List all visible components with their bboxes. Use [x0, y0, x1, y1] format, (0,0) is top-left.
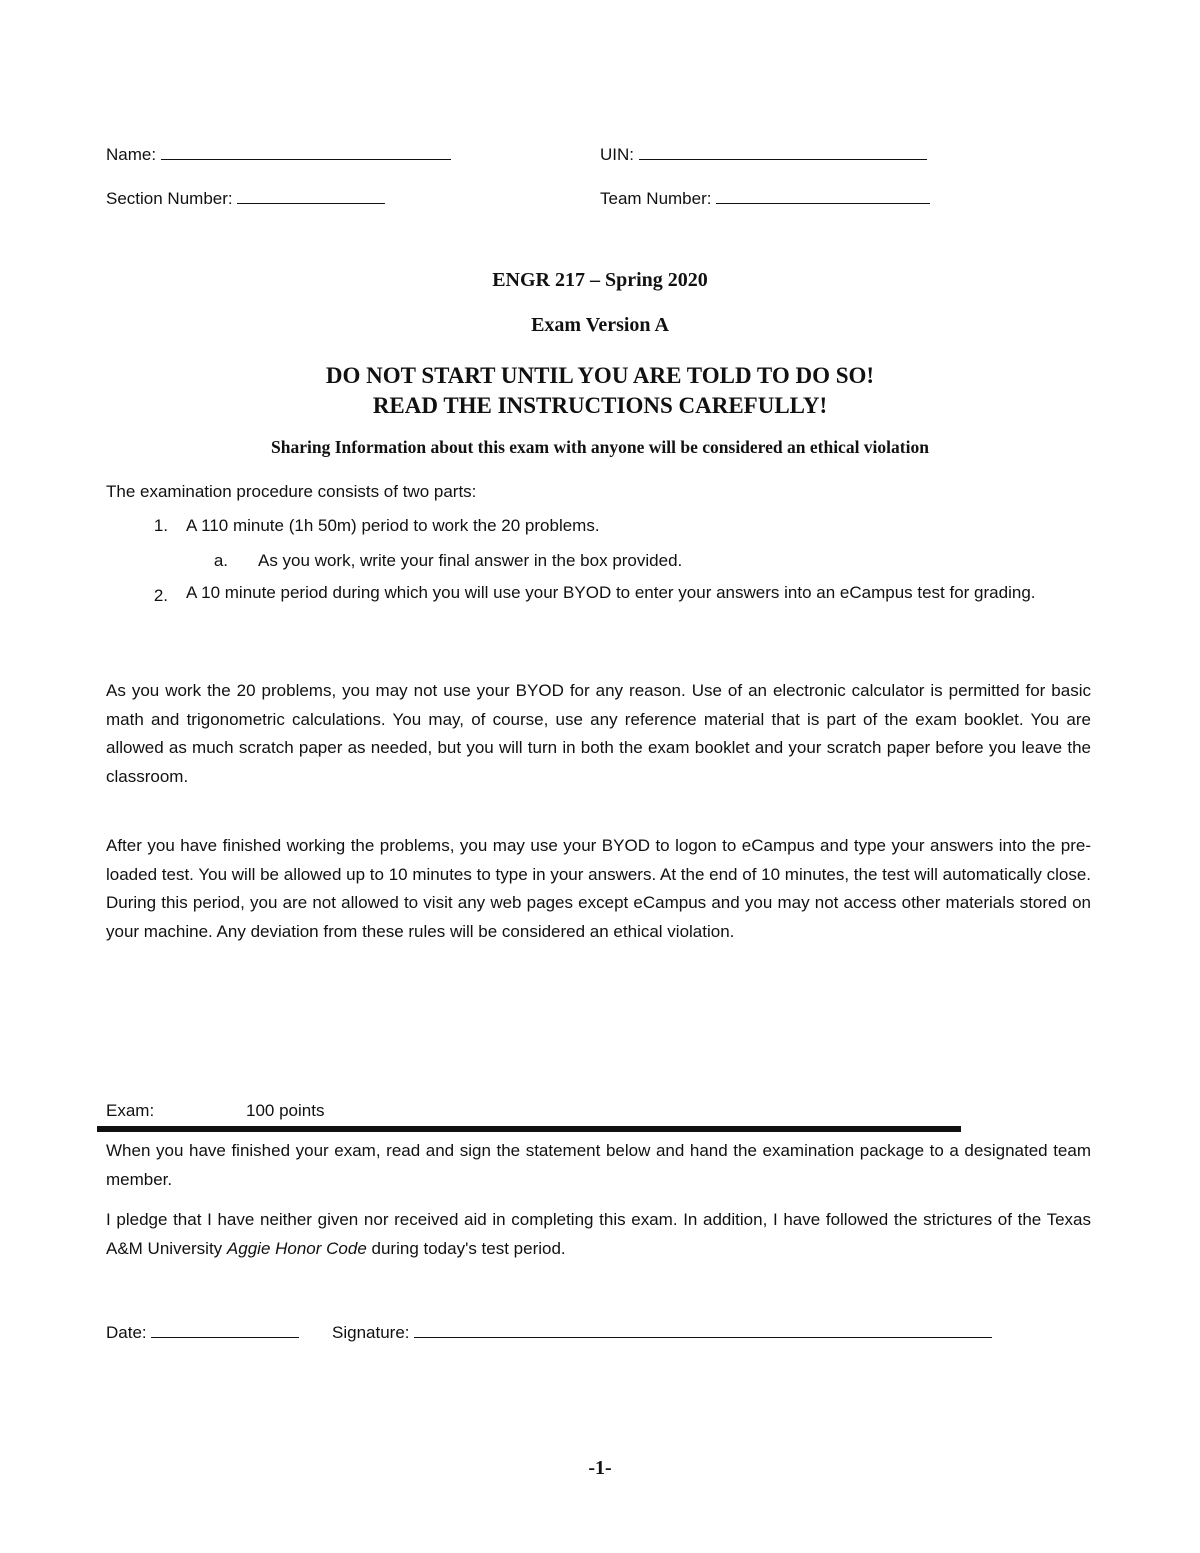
list-marker: 2.: [153, 586, 168, 605]
exam-score-label: Exam:: [106, 1101, 155, 1120]
signature-blank[interactable]: [414, 1322, 992, 1338]
list-item-text: A 10 minute period during which you will use your BYOD to enter your answers into an eCampus test for grading.: [186, 583, 1036, 602]
exam-version: Exam Version A: [531, 314, 669, 336]
aggie-honor-code: Aggie Honor Code: [226, 1238, 367, 1258]
date-label: Date:: [106, 1323, 147, 1342]
procedure-item-2: [0, 579, 1200, 639]
team-number-label: Team Number:: [600, 189, 712, 208]
closing-instruction: When you have finished your exam, read and sign the statement below and hand the examination package to a designated team member.: [106, 1141, 1091, 1189]
name-field: [106, 144, 451, 166]
date-field: [106, 1322, 299, 1344]
uin-label: UIN:: [600, 145, 634, 164]
course-title: ENGR 217 – Spring 2020: [492, 269, 708, 291]
section-number-label: Section Number:: [106, 189, 233, 208]
list-item-text: As you work, write your final answer in the box provided.: [258, 551, 683, 570]
team-number-blank[interactable]: [716, 188, 930, 204]
procedure-item-1: [0, 515, 1200, 539]
procedure-intro: The examination procedure consists of two parts:: [106, 482, 477, 501]
ecampus-rules-paragraph: After you have finished working the problems, you may use your BYOD to logon to eCampus and type your answers into the pre-loaded test. You will be allowed up to 10 minutes to type in your answers. At the end of 10 minutes, the test will automatically close. During this period, you are not allowed to visit any web pages except eCampus and you may not access other materials stored on your machine. Any deviation from these rules will be considered an ethical violation.: [106, 836, 1091, 941]
name-blank[interactable]: [161, 144, 451, 160]
list-marker: 1.: [153, 516, 168, 535]
pledge-text-end: during today's test period.: [366, 1238, 566, 1258]
exam-score-points: 100 points: [246, 1101, 325, 1120]
honor-pledge: [106, 1206, 1091, 1263]
section-number-field: [106, 188, 385, 210]
uin-blank[interactable]: [639, 144, 927, 160]
section-number-blank[interactable]: [237, 188, 385, 204]
date-blank[interactable]: [151, 1322, 299, 1338]
sharing-warning: Sharing Information about this exam with anyone will be considered an ethical violation: [271, 437, 929, 457]
procedure-item-1a: [0, 550, 1200, 574]
page-number: -1-: [588, 1457, 612, 1479]
uin-field: [600, 144, 927, 166]
list-marker: a.: [213, 551, 228, 570]
team-number-field: [600, 188, 930, 210]
list-item-text: A 110 minute (1h 50m) period to work the 20 problems.: [186, 516, 600, 535]
signature-label: Signature:: [332, 1323, 410, 1342]
pledge-text-start: I pledge that I have neither given nor received aid in completing this exam. In addition, I have followed the strictures of the Texas A&M University: [106, 1210, 1091, 1258]
divider-rule: [97, 1126, 961, 1132]
name-label: Name:: [106, 145, 157, 164]
do-not-start-warning: DO NOT START UNTIL YOU ARE TOLD TO DO SO!: [325, 363, 875, 388]
signature-field: [332, 1322, 992, 1344]
read-instructions-warning: READ THE INSTRUCTIONS CAREFULLY!: [372, 393, 828, 418]
byod-rules-paragraph: As you work the 20 problems, you may not use your BYOD for any reason. Use of an electronic calculator is permitted for basic math and trigonometric calculations. You may, of course, use any reference material that is part of the exam booklet. You are allowed as much scratch paper as needed, but you will turn in both the exam booklet and your scratch paper before you leave the classroom.: [106, 681, 1091, 786]
